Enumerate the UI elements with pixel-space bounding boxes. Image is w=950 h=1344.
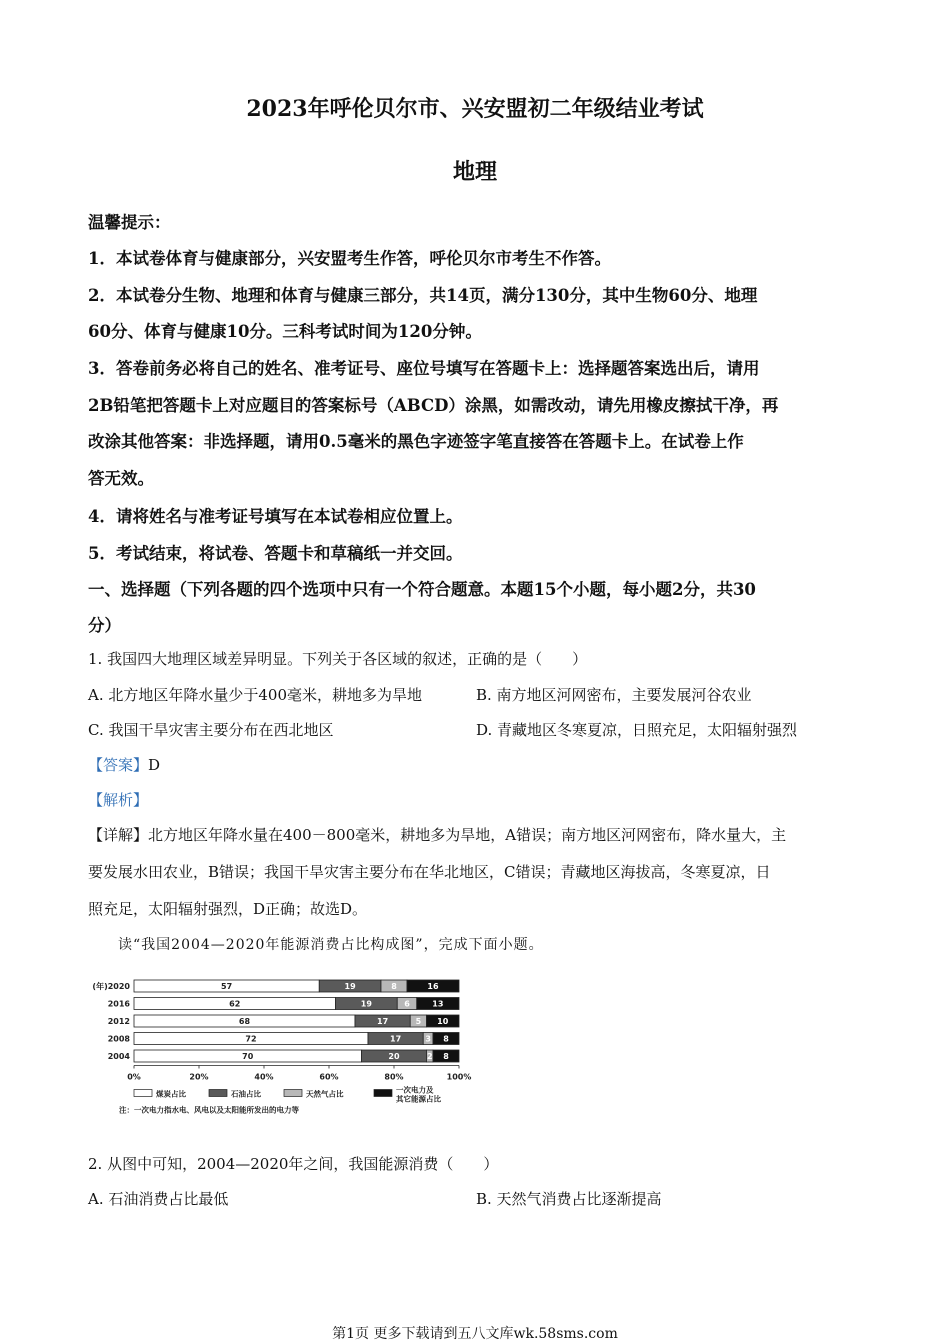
bar-value-label: 20	[388, 1052, 400, 1061]
legend-swatch	[284, 1090, 302, 1097]
bar-value-label: 8	[391, 982, 397, 991]
subject-title: 地理	[452, 159, 497, 185]
chart-read-prompt: 读“我国2004—2020年能源消费占比构成图”，完成下面小题。	[118, 937, 544, 953]
tip-line: 2B铅笔把答题卡上对应题目的答案标号（ABCD）涂黑，如需改动，请先用橡皮擦拭干净，再	[88, 396, 779, 415]
tip-line: 3．答卷前务必将自己的姓名、准考证号、座位号填写在答题卡上：选择题答案选出后，请用	[88, 359, 760, 378]
section-heading-cont: 分）	[88, 616, 121, 635]
bar-value-label: 13	[432, 999, 444, 1009]
q1-option-c: C. 我国干旱灾害主要分布在西北地区	[88, 721, 334, 739]
x-tick-label: 20%	[189, 1072, 209, 1082]
q1-detail-line: 要发展水田农业，B错误；我国干旱灾害主要分布在华北地区，C错误；青藏地区海拔高，冬寒夏凉，日	[88, 863, 771, 881]
bar-value-label: 70	[242, 1052, 254, 1061]
bar-value-label: 10	[437, 1017, 449, 1026]
q1-analysis-label: 【解析】	[88, 791, 149, 809]
bar-value-label: 8	[443, 1052, 449, 1061]
tip-line: 2．本试卷分生物、地理和体育与健康三部分，共14页，满分130分，其中生物60分、地理	[88, 286, 758, 305]
page-footer: 第1页 更多下载请到五八文库wk.58sms.com	[332, 1326, 618, 1342]
tip-line: 4．请将姓名与准考证号填写在本试卷相应位置上。	[88, 507, 463, 526]
legend-label: 一次电力及	[396, 1085, 434, 1095]
bar-value-label: 72	[245, 1034, 257, 1044]
legend-swatch	[134, 1090, 152, 1097]
bar-value-label: 17	[390, 1034, 402, 1044]
legend-swatch	[374, 1090, 392, 1097]
year-tick-label: 2012	[107, 1017, 130, 1026]
legend-swatch	[209, 1090, 227, 1097]
bar-value-label: 17	[377, 1017, 389, 1026]
tips-heading: 温馨提示：	[88, 213, 171, 232]
bar-value-label: 6	[404, 999, 410, 1009]
legend-label: 煤炭占比	[156, 1089, 186, 1099]
energy-chart-svg	[84, 972, 474, 1132]
legend-label: 天然气占比	[306, 1089, 344, 1099]
answer-label: 【答案】	[88, 756, 149, 774]
x-tick-label: 80%	[384, 1072, 404, 1082]
q1-option-b: B. 南方地区河网密布，主要发展河谷农业	[476, 686, 752, 704]
bar-value-label: 2	[426, 1052, 433, 1061]
q1-detail-line: 【详解】北方地区年降水量在400－800毫米，耕地多为旱地，A错误；南方地区河网密布，降水量大，主	[88, 826, 787, 844]
q1-option-a: A. 北方地区年降水量少于400毫米，耕地多为旱地	[88, 686, 423, 704]
answer-value: D	[148, 756, 161, 774]
tip-line: 改涂其他答案：非选择题，请用0.5毫米的黑色字迹签字笔直接答在答题卡上。在试卷上作	[88, 432, 744, 451]
legend-label: 其它能源占比	[396, 1094, 441, 1104]
section-heading: 一、选择题（下列各题的四个选项中只有一个符合题意。本题15个小题，每小题2分，共30	[88, 580, 756, 599]
legend-label: 石油占比	[231, 1089, 261, 1099]
bar-value-label: 57	[221, 982, 233, 991]
bar-value-label: 16	[427, 982, 439, 991]
x-tick-label: 40%	[254, 1072, 274, 1082]
q2-option-b: B. 天然气消费占比逐渐提高	[476, 1190, 662, 1208]
x-tick-label: 60%	[319, 1072, 339, 1082]
q1-option-d: D. 青藏地区冬寒夏凉，日照充足，太阳辐射强烈	[476, 721, 798, 739]
year-tick-label: 2016	[107, 999, 130, 1009]
bar-value-label: 62	[229, 999, 241, 1009]
bar-value-label: 8	[443, 1034, 449, 1044]
bar-value-label: 3	[425, 1034, 431, 1044]
x-tick-label: 100%	[446, 1072, 472, 1082]
chart-note: 注：一次电力指水电、风电以及太阳能所发出的电力等	[119, 1105, 299, 1115]
bar-value-label: 19	[344, 982, 356, 991]
q2-option-a: A. 石油消费占比最低	[88, 1190, 229, 1208]
tip-line: 5．考试结束，将试卷、答题卡和草稿纸一并交回。	[88, 544, 463, 563]
energy-chart	[84, 972, 474, 1132]
bar-value-label: 5	[415, 1017, 422, 1026]
year-tick-label: (年)2020	[92, 982, 130, 991]
bar-value-label: 19	[360, 999, 372, 1009]
year-tick-label: 2004	[107, 1052, 130, 1061]
q2-stem: 2. 从图中可知，2004—2020年之间，我国能源消费（ ）	[88, 1155, 499, 1173]
tip-line: 答无效。	[88, 469, 154, 488]
q1-stem: 1. 我国四大地理区域差异明显。下列关于各区域的叙述，正确的是（ ）	[88, 650, 588, 668]
year-tick-label: 2008	[107, 1034, 130, 1044]
exam-title: 2023年呼伦贝尔市、兴安盟初二年级结业考试	[246, 96, 704, 122]
tip-line: 1．本试卷体育与健康部分，兴安盟考生作答，呼伦贝尔市考生不作答。	[88, 249, 611, 268]
q1-detail-line: 照充足，太阳辐射强烈，D正确；故选D。	[88, 900, 368, 918]
q1-answer	[88, 754, 160, 775]
bar-value-label: 68	[238, 1017, 251, 1026]
x-tick-label: 0%	[127, 1072, 141, 1082]
tip-line: 60分、体育与健康10分。三科考试时间为120分钟。	[88, 322, 482, 341]
